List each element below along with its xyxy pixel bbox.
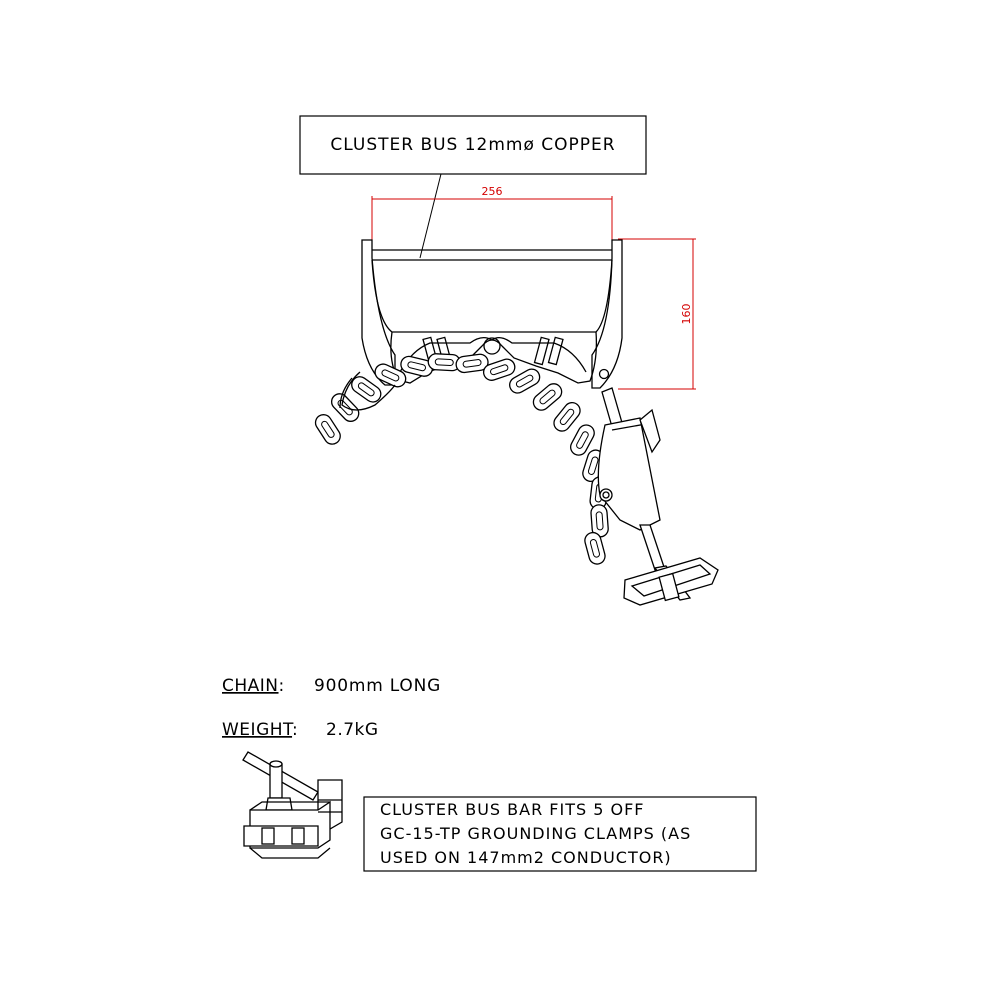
chain-spec-value: 900mm LONG bbox=[314, 676, 442, 696]
note-box bbox=[364, 797, 756, 871]
chain bbox=[312, 353, 608, 566]
note-line-1: CLUSTER BUS BAR FITS 5 OFF bbox=[380, 800, 645, 819]
note-line-2: GC-15-TP GROUNDING CLAMPS (AS bbox=[380, 824, 692, 843]
specs bbox=[222, 676, 441, 740]
title-box bbox=[300, 116, 646, 258]
weight-spec-value: 2.7kG bbox=[326, 720, 379, 740]
chain-link bbox=[551, 399, 584, 434]
height-dimension bbox=[618, 239, 696, 389]
chain-spec-label: CHAIN: bbox=[222, 676, 285, 696]
weight-spec-label: WEIGHT: bbox=[222, 720, 299, 740]
chain-link bbox=[530, 381, 565, 414]
clamp-handle-assembly bbox=[598, 388, 718, 605]
height-dimension-label: 160 bbox=[680, 303, 693, 325]
title-text: CLUSTER BUS 12mmø COPPER bbox=[330, 135, 616, 155]
note-line-3: USED ON 147mm2 CONDUCTOR) bbox=[380, 848, 672, 867]
grounding-clamp-illustration bbox=[243, 752, 342, 858]
chain-link bbox=[428, 353, 461, 371]
width-dimension bbox=[372, 185, 612, 240]
width-dimension-label: 256 bbox=[481, 185, 503, 198]
title-leader-line bbox=[420, 174, 441, 258]
chain-link bbox=[312, 412, 343, 448]
